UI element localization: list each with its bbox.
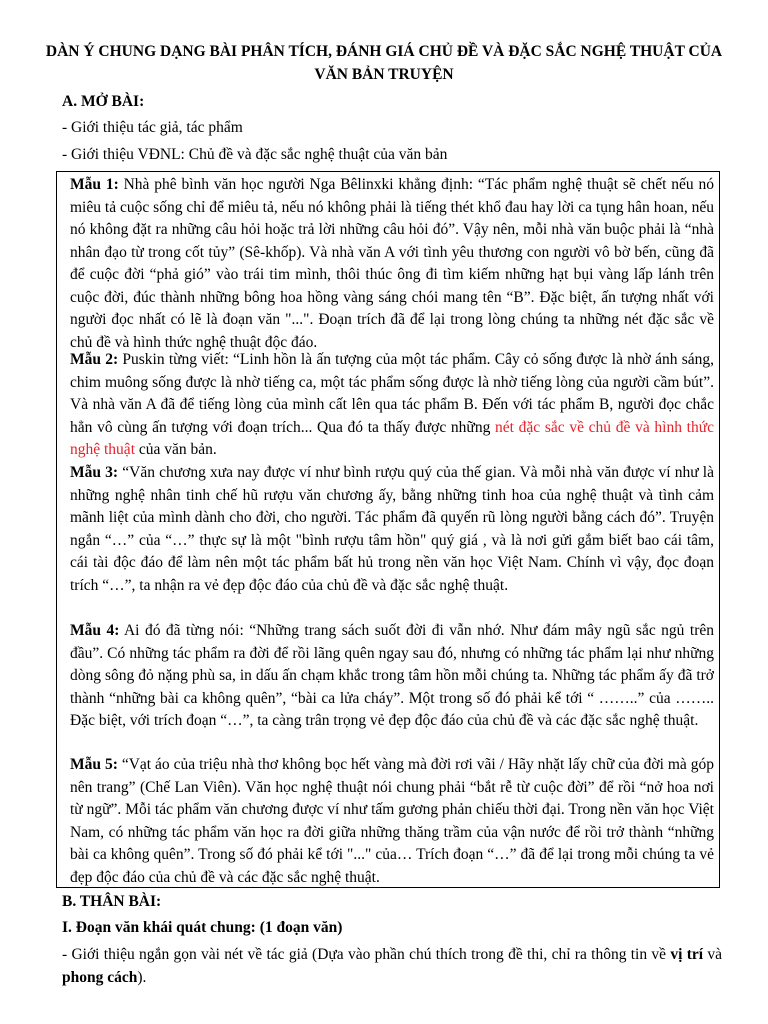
than-bai-bold-vitri: vị trí: [670, 946, 704, 963]
than-bai-heading: B. THÂN BÀI:: [62, 893, 162, 910]
sample-2-text: Puskin từng viết: “Linh hồn là ấn tượng của một tác phẩm. Cây cỏ sống được là nhờ ánh sáng, chim muông sống được là nhờ tiếng ca, một tác phẩm sống được là nhờ tiếng lòng của người cầm bút”. Và nhà văn A đã để tiếng lòng của mình cất lên qua tác phẩm B. Đến với tác phẩm B, người đọc chắc hẳn vô cùng ấn tượng với đoạn trích... Qua đó ta thấy được những: [70, 351, 714, 436]
mo-bai-heading: A. MỞ BÀI:: [62, 93, 145, 110]
sample-2-label: Mẫu 2:: [70, 351, 119, 368]
sample-4-label: Mẫu 4:: [70, 622, 120, 639]
than-bai-mid: và: [703, 946, 723, 963]
sample-5-text: “Vạt áo của triệu nhà thơ không bọc hết vàng mà đời rơi vãi / Hãy nhặt lấy chữ của đời mà góp nên trang” (Chế Lan Viên). Văn học nghệ thuật nói chung phải “bắt rễ từ cuộc đời” để rồi “nở hoa nơi từ ngữ”. Mỗi tác phẩm văn chương được ví như tấm gương phản chiếu thời đại. Trong nền văn học Việt Nam, có những tác phẩm văn học ra đời giữa những thăng trầm của vận nước để rồi trở thành “những bài ca không quên”. Trong số đó phải kể tới "..." của… Trích đoạn “…” đã để lại trong mỗi chúng ta vẻ đẹp độc đáo của chủ đề và các đặc sắc nghệ thuật.: [70, 756, 714, 886]
sample-1: [70, 174, 714, 354]
than-bai-end: ).: [137, 968, 147, 986]
sample-1-text: Nhà phê bình văn học người Nga Bêlinxki khẳng định: “Tác phẩm nghệ thuật sẽ chết nếu nó miêu tả cuộc sống chỉ để miêu tả, nếu nó không phải là tiếng thét khổ đau hay lời ca tụng hân hoan, nếu nó không đặt ra những câu hỏi hoặc trả lời những câu hỏi đó”. Vậy nên, mỗi nhà văn buộc phải là “nhà nhân đạo từ trong cốt tủy” (Sê-khốp). Và nhà văn A với tình yêu thương con người vô bờ bến, cũng đã để cuộc đời “phả gió” vào trái tim mình, thôi thúc ông đi tìm kiếm những hạt bụi vàng lấp lánh trên cuộc đời, đúc thành những bông hoa hồng vàng sáng chói mang tên “B”. Đặc biệt, ấn tượng nhất với người đọc nhất có lẽ là đoạn văn "...". Đoạn trích đã để lại trong lòng chúng ta những nét đặc sắc về chủ đề và hình thức nghệ thuật độc đáo.: [70, 176, 714, 351]
sample-2-highlight: nét đặc sắc về chủ đề và hình thức nghệ thuật: [70, 418, 714, 458]
mo-bai-item-1: - Giới thiệu tác giả, tác phẩm: [62, 119, 243, 136]
sample-1-label: Mẫu 1:: [70, 176, 119, 193]
sample-3-text: “Văn chương xưa nay được ví như bình rượu quý của thế gian. Và mỗi nhà văn được ví như là những nghệ nhân tinh chế hũ rượu văn chương ấy, bằng những tinh hoa của nghệ thuật và tình cảm mãnh liệt của mình dành cho đời, cho người. Tác phẩm đã quyến rũ lòng người bằng cách đó”. Truyện ngắn “…” của “…” thực sự là một "bình rượu tâm hồn" quý giá , và là nơi gửi gắm biết bao cái tâm, cái tài độc đáo để làm nên một tác phẩm bất hủ trong nền văn học Việt Nam. Chính vì vậy, đọc đoạn trích “…”, ta nhận ra vẻ đẹp độc đáo của chủ đề và đặc sắc nghệ thuật.: [70, 464, 714, 594]
sample-5: [70, 754, 714, 889]
sample-2: [70, 349, 714, 462]
than-bai-intro: [62, 944, 722, 989]
sample-3-label: Mẫu 3:: [70, 464, 119, 481]
sample-2-after: của văn bản.: [135, 441, 217, 458]
mo-bai-item-2: - Giới thiệu VĐNL: Chủ đề và đặc sắc nghệ thuật của văn bản: [62, 146, 448, 163]
sample-4-text: Ai đó đã từng nói: “Những trang sách suốt đời đi vẫn nhớ. Như đám mây ngũ sắc ngủ trên đầu”. Có những tác phẩm ra đời để rồi lãng quên ngay sau đó, nhưng có những tác phẩm lại như những dòng sông đỏ nặng phù sa, in dấu ấn chạm khắc trong tâm hồn mỗi chúng ta. Những tác phẩm ấy đã trở thành “những bài ca không quên”, “bài ca lửa cháy”. Một trong số đó phải kể tới “ ……..” của …….. Đặc biệt, với trích đoạn “…”, ta càng trân trọng vẻ đẹp độc đáo của chủ đề và các đặc sắc nghệ thuật.: [70, 622, 714, 729]
sample-4: [70, 620, 714, 733]
sample-3: [70, 462, 714, 597]
document-title: DÀN Ý CHUNG DẠNG BÀI PHÂN TÍCH, ĐÁNH GIÁ CHỦ ĐỀ VÀ ĐẶC SẮC NGHỆ THUẬT CỦA VĂN BẢN TRUYỆN: [45, 43, 723, 83]
sample-5-label: Mẫu 5:: [70, 756, 118, 773]
than-bai-bold-phongcach: phong cách: [62, 968, 138, 986]
than-bai-subheading: I. Đoạn văn khái quát chung: (1 đoạn văn): [62, 919, 343, 936]
than-bai-intro-text: - Giới thiệu ngắn gọn vài nét về tác giả (Dựa vào phần chú thích trong đề thi, chỉ ra thông tin về: [62, 946, 671, 963]
